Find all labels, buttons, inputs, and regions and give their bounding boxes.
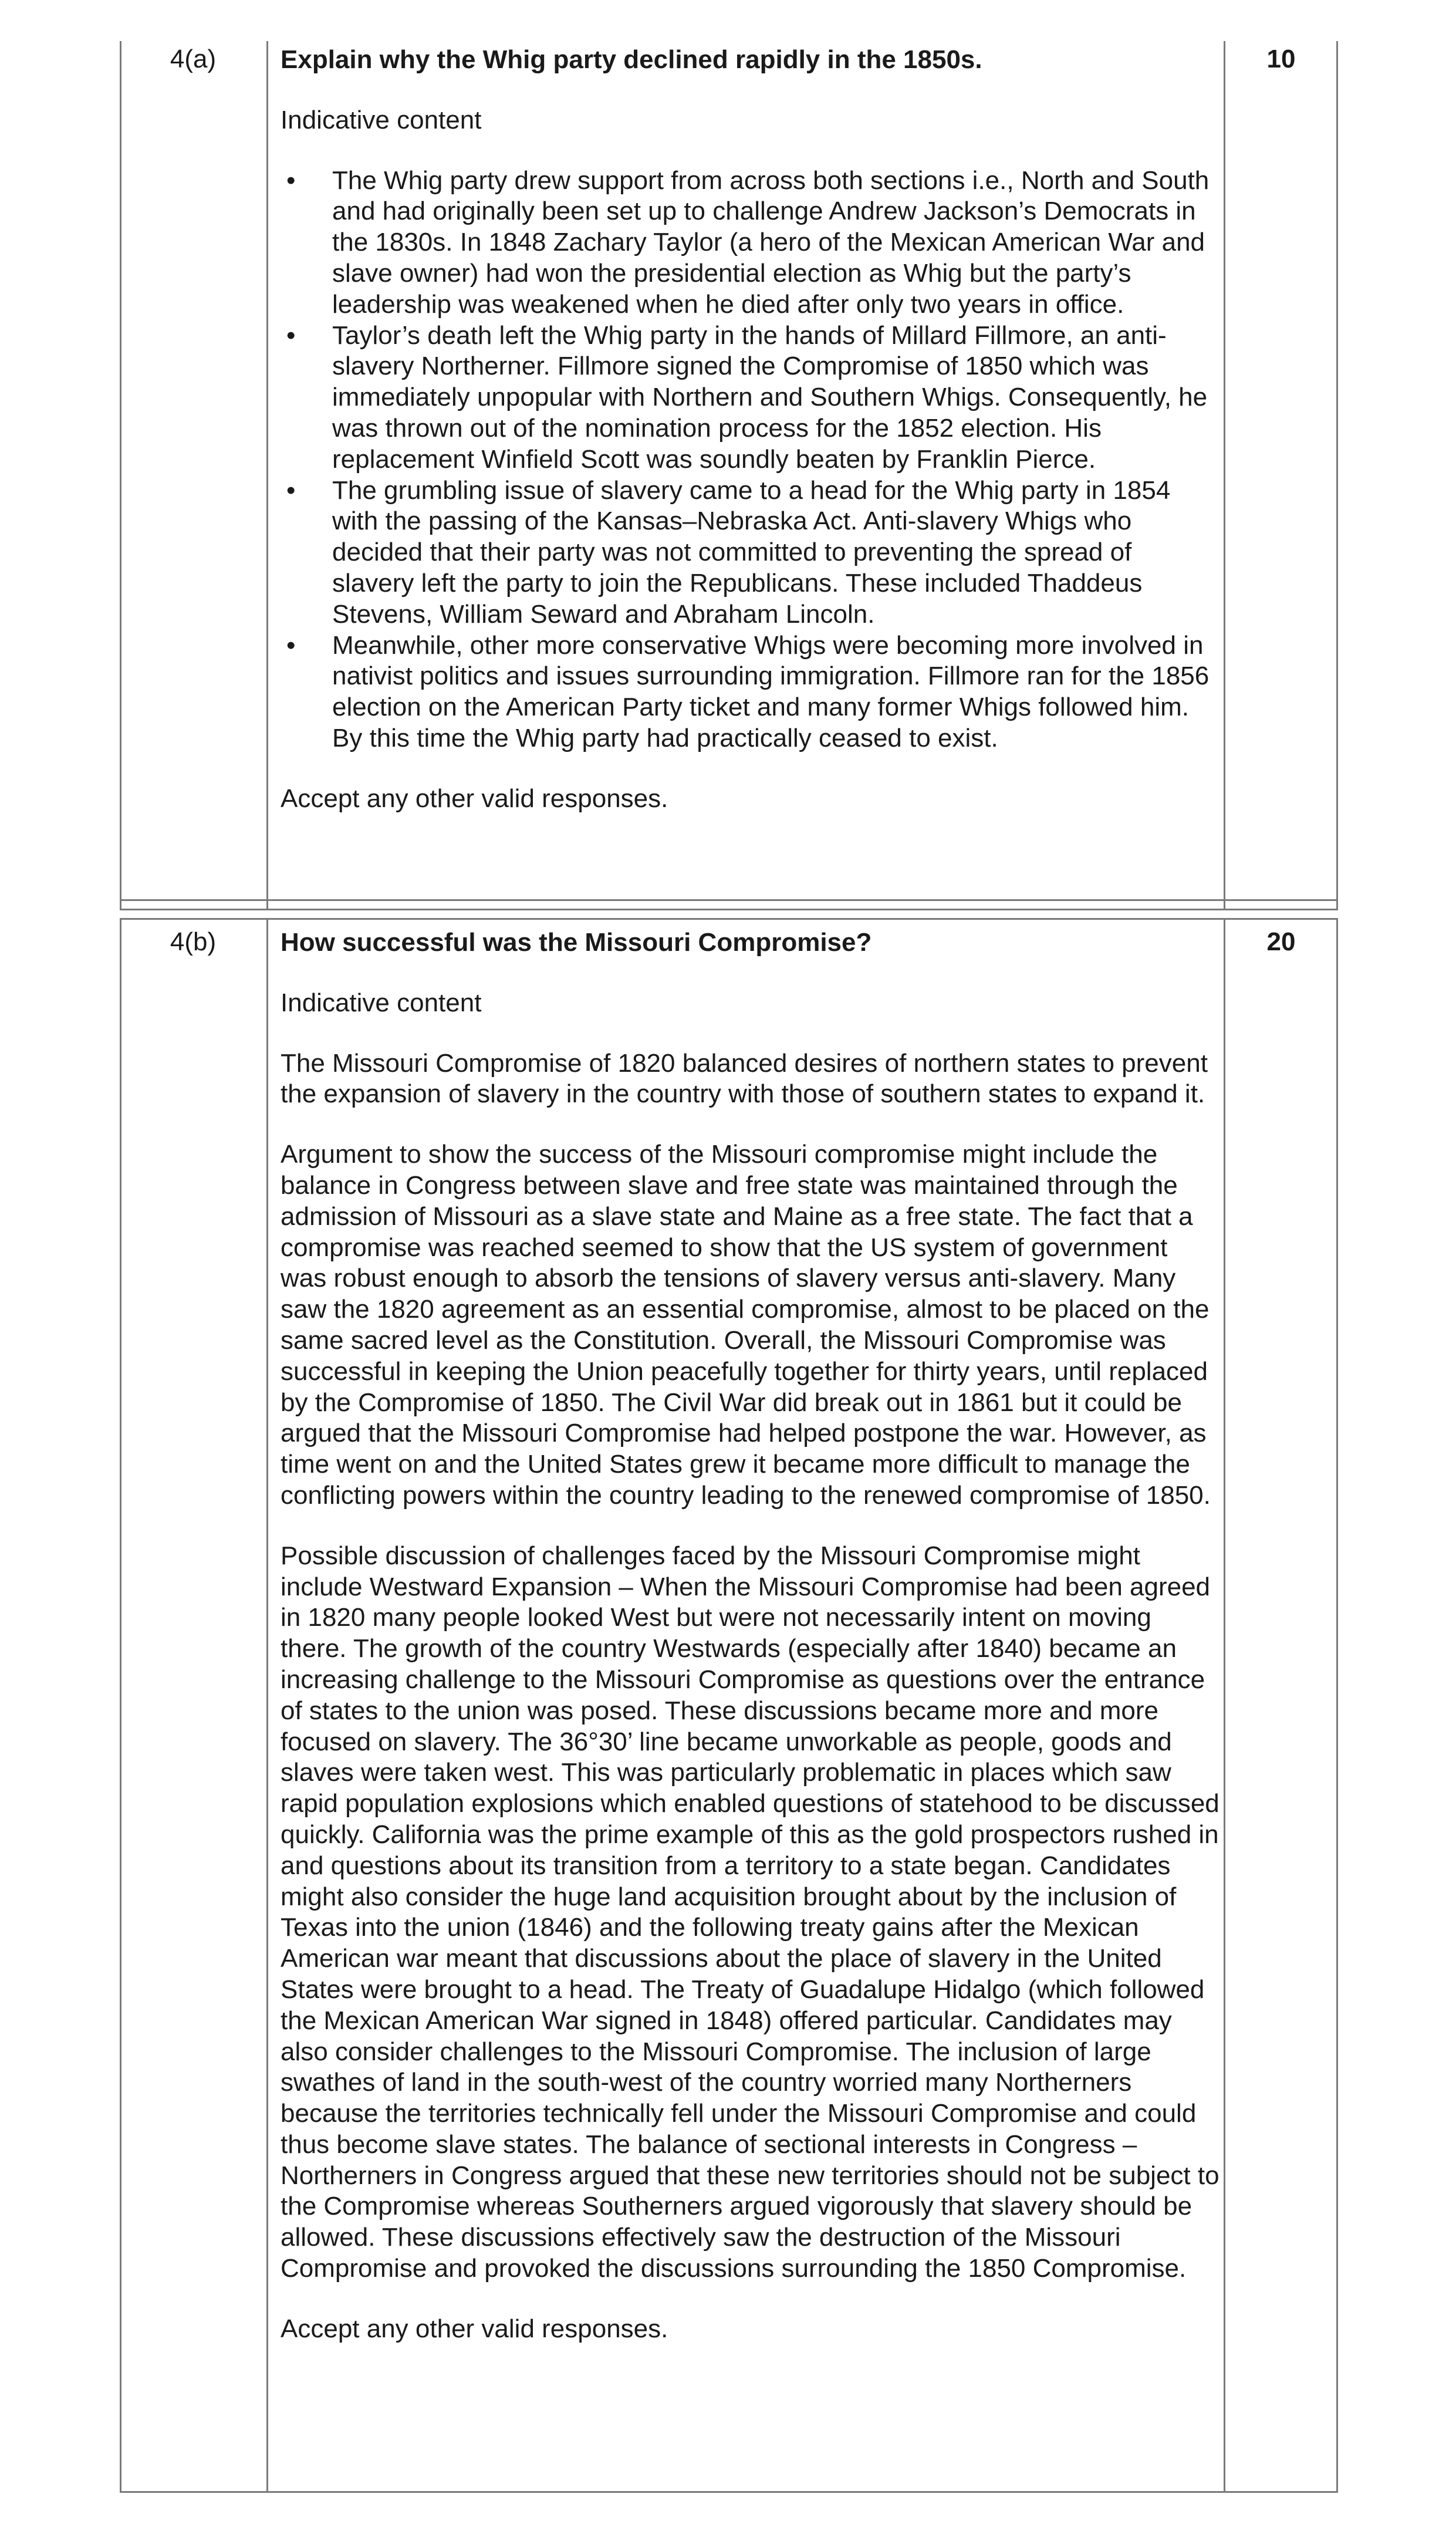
question-title: Explain why the Whig party declined rapidly in the 1850s. [281,45,982,74]
question-content [281,927,1219,2374]
bullet-list [281,166,1219,754]
closing-note: Accept any other valid responses. [281,784,668,813]
paragraph: Argument to show the success of the Missouri compromise might include the balance in Congress between slave and free state was maintained through the admission of Missouri as a slave state and Maine as a free state. The fact that a compromise was reached seemed to show that the US system of government was robust enough to absorb the tensions of slavery versus anti-slavery. Many saw the 1820 agreement as an essential compromise, almost to be placed on the same sacred level as the Constitution. Overall, the Missouri Compromise was successful in keeping the Union peacefully together for thirty years, until replaced by the Compromise of 1850. The Civil War did break out in 1861 but it could be argued that the Missouri Compromise had helped postpone the war. However, as time went on and the United States grew it became more difficult to manage the conflicting powers within the country leading to the renewed compromise of 1850. [281,1140,1211,1510]
row-separator [120,899,1338,901]
bullet-icon: • [286,320,296,350]
indicative-content-label: Indicative content [281,988,482,1017]
bullet-icon: • [286,166,296,195]
bullet-item: • Meanwhile, other more conservative Whigs were becoming more involved in nativist politics and issues surrounding immigration. Fillmore ran for the 1856 election on the American Party ticket and many former Whigs followed him. By this time the Whig party had practically ceased to exist. [286,630,1210,752]
bullet-item: • The grumbling issue of slavery came to a head for the Whig party in 1854 with the passing of the Kansas–Nebraska Act. Anti-slavery Whigs who decided that their party was not committed to preventing the spread of slavery left the party to join the Republicans. These included Thaddeus Stevens, William Seward and Abraham Lincoln. [286,475,1171,629]
question-marks: 20 [1266,927,1296,956]
question-number: 4(a) [170,45,217,73]
closing-note: Accept any other valid responses. [281,2314,668,2343]
paragraph: The Missouri Compromise of 1820 balanced desires of northern states to prevent the expansion of slavery in the country with those of southern states to expand it. [281,1048,1208,1109]
row-separator [120,909,1338,910]
question-content [281,45,1219,844]
question-marks: 10 [1266,45,1296,73]
bullet-icon: • [286,475,296,505]
bullet-icon: • [286,630,296,660]
bullet-item: • Taylor’s death left the Whig party in the hands of Millard Fillmore, an anti-slavery Northerner. Fillmore signed the Compromise of 1850 which was immediately unpopular with Northern and Southern Whigs. Consequently, he was thrown out of the nomination process for the 1852 election. His replacement Winfield Scott was soundly beaten by Franklin Pierce. [286,320,1208,474]
question-title: How successful was the Missouri Compromise? [281,928,872,957]
column-divider [1224,41,1225,909]
bullet-item: • The Whig party drew support from across both sections i.e., North and South and had originally been set up to challenge Andrew Jackson’s Democrats in the 1830s. In 1848 Zachary Taylor (a hero of the Mexican American War and slave owner) had won the presidential election as Whig but the party’s leadership was weakened when he died after only two years in office. [286,166,1210,319]
column-divider [1224,918,1225,2493]
column-divider [266,41,268,909]
paragraph: Possible discussion of challenges faced by the Missouri Compromise might include Westward Expansion – When the Missouri Compromise had been agreed in 1820 many people looked West but were not necessarily intent on moving there. The growth of the country Westwards (especially after 1840) became an increasing challenge to the Missouri Compromise as questions over the entrance of states to the union was posed. These discussions became more and more focused on slavery. The 36°30’ line became unworkable as people, goods and slaves were taken west. This was particularly problematic in places which saw rapid population explosions which enabled questions of statehood to be discussed quickly. California was the prime example of this as the gold prospectors rushed in and questions about its transition from a territory to a state began. Candidates might also consider the huge land acquisition brought about by the inclusion of Texas into the union (1846) and the following treaty gains after the Mexican American war meant that discussions about the place of slavery in the United States were brought to a head. The Treaty of Guadalupe Hidalgo (which followed the Mexican American War signed in 1848) offered particular. Candidates may also consider challenges to the Missouri Compromise. The inclusion of large swathes of land in the south-west of the country worried many Northerners because the territories technically fell under the Missouri Compromise and could thus become slave states. The balance of sectional interests in Congress – Northerners in Congress argued that these new territories should not be subject to the Compromise whereas Southerners argued vigorously that slavery should be allowed. These discussions effectively saw the destruction of the Missouri Compromise and provoked the discussions surrounding the 1850 Compromise. [281,1541,1219,2283]
column-divider [266,918,268,2493]
indicative-content-label: Indicative content [281,105,482,134]
question-number: 4(b) [170,927,217,956]
